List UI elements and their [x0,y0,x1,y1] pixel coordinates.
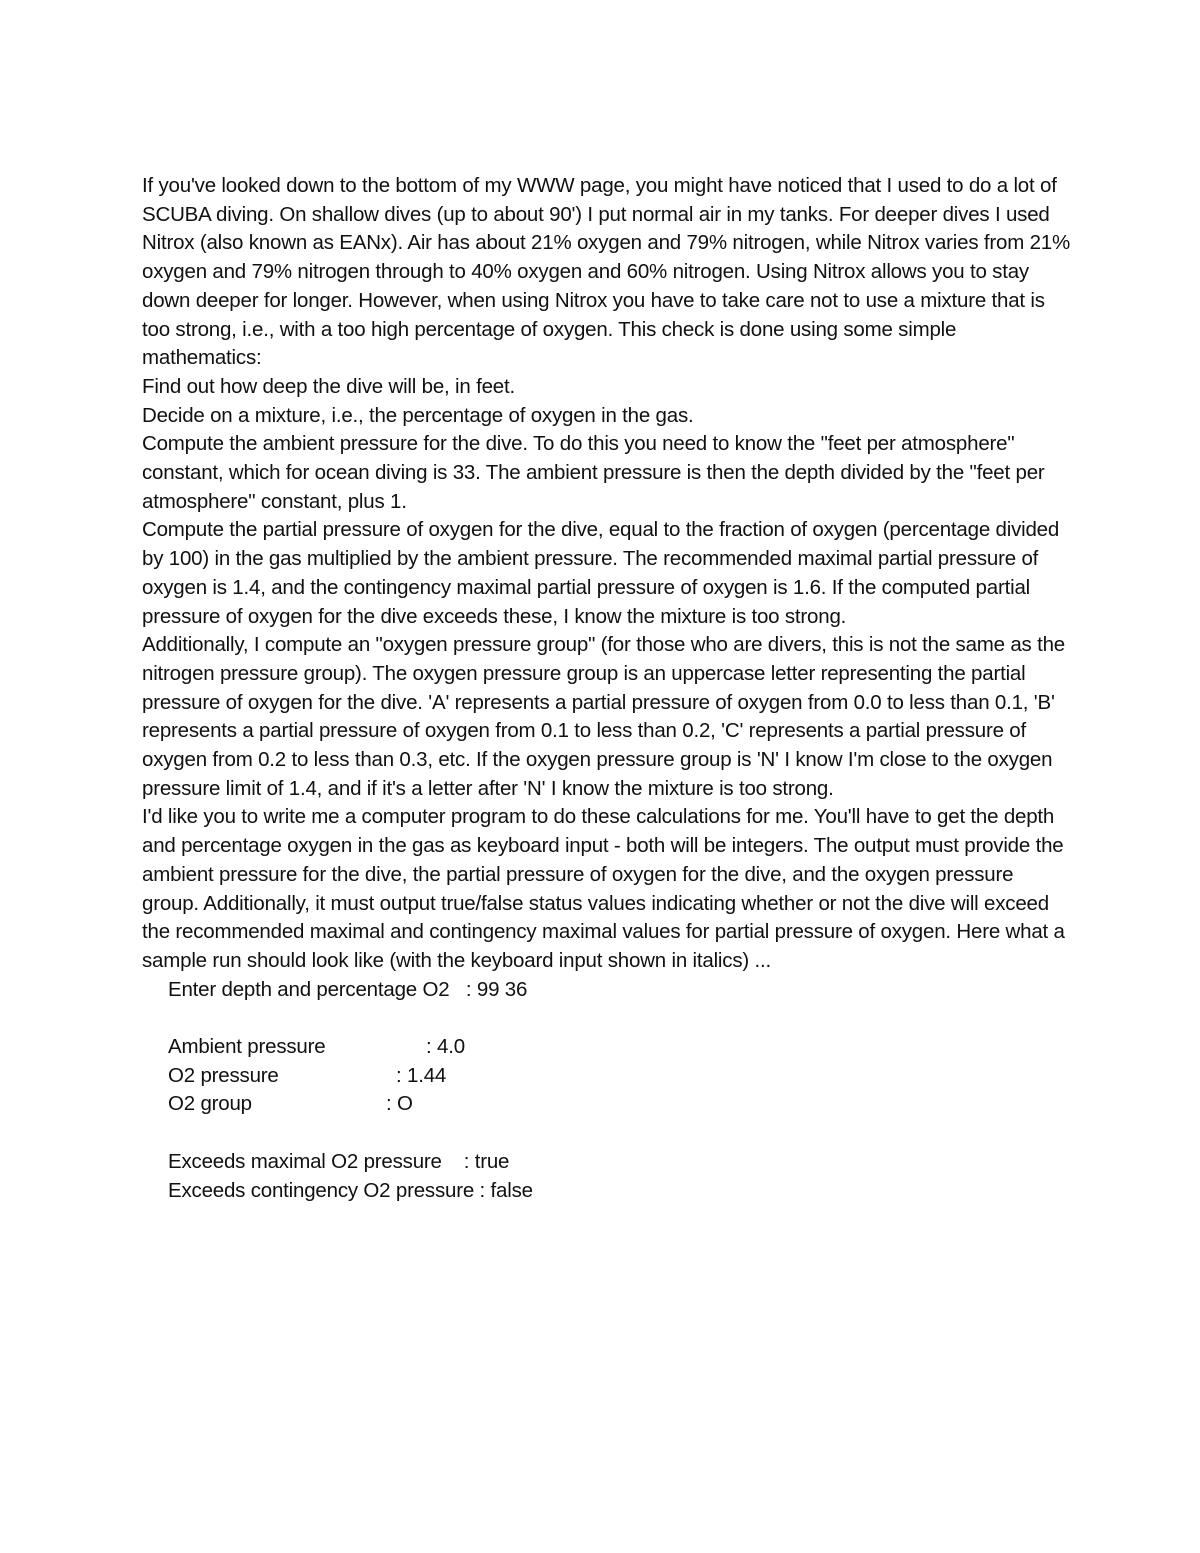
sample-ambient-row [168,1033,1072,1062]
step-ambient-pressure: Compute the ambient pressure for the dive. To do this you need to know the "feet per atmosphere" constant, which for ocean diving is 33. The ambient pressure is then the depth divided by the "feet per atmosphere" constant, plus 1. [142,432,1045,513]
oxygen-group-paragraph: Additionally, I compute an "oxygen pressure group" (for those who are divers, this is not the same as the nitrogen pressure group). The oxygen pressure group is an uppercase letter representing the partial pressure of oxygen for the dive. 'A' represents a partial pressure of oxygen from 0.0 to less than 0.1, 'B' represents a partial pressure of oxygen from 0.1 to less than 0.2, 'C' represents a partial pressure of oxygen from 0.2 to less than 0.3, etc. If the oxygen pressure group is 'N' I know I'm close to the oxygen pressure limit of 1.4, and if it's a letter after 'N' I know the mixture is too strong. [142,633,1066,800]
task-paragraph: I'd like you to write me a computer program to do these calculations for me. You'll have to get the depth and percentage oxygen in the gas as keyboard input - both will be integers. The output must provide the ambient pressure for the dive, the partial pressure of oxygen for the dive, and the oxygen pressure group. Additionally, it must output true/false status values indicating whether or not the dive will exceed the recommended maximal and contingency maximal values for partial pressure of oxygen. Here what a sample run should look like (with the keyboard input shown in italics) ... [142,805,1065,972]
step-partial-pressure: Compute the partial pressure of oxygen for the dive, equal to the fraction of oxygen (percentage divided by 100) in the gas multiplied by the ambient pressure. The recommended maximal partial pressure of oxygen is 1.4, and the contingency maximal partial pressure of oxygen is 1.6. If the computed partial pressure of oxygen for the dive exceeds these, I know the mixture is too strong. [142,518,1060,628]
step-find-depth: Find out how deep the dive will be, in feet. [142,374,515,398]
o2-pressure-value: : 1.44 [396,1063,447,1087]
sample-input-line: Enter depth and percentage O2 : 99 36 [168,977,528,1001]
sample-exceeds-maximal: Exceeds maximal O2 pressure : true [168,1149,510,1173]
sample-o2-pressure-row [168,1062,1072,1091]
o2-group-label: O2 group [168,1092,252,1116]
document-body [142,172,1072,1205]
sample-run [142,976,1072,1206]
ambient-value: : 4.0 [426,1035,465,1059]
ambient-label: Ambient pressure [168,1035,326,1059]
step-decide-mixture: Decide on a mixture, i.e., the percentage of oxygen in the gas. [142,403,694,427]
o2-pressure-label: O2 pressure [168,1063,279,1087]
sample-blank-line [168,1119,1072,1148]
intro-paragraph: If you've looked down to the bottom of my WWW page, you might have noticed that I used to do a lot of SCUBA diving. On shallow dives (up to about 90') I put normal air in my tanks. For deeper dives I used Nitrox (also known as EANx). Air has about 21% oxygen and 79% nitrogen, while Nitrox varies from 21% oxygen and 79% nitrogen through to 40% oxygen and 60% nitrogen. Using Nitrox allows you to stay down deeper for longer. However, when using Nitrox you have to take care not to use a mixture that is too strong, i.e., with a too high percentage of oxygen. This check is done using some simple mathematics: [142,174,1071,370]
sample-o2-group-row [168,1090,1072,1119]
sample-blank-line [168,1004,1072,1033]
o2-group-value: : O [386,1092,413,1116]
sample-exceeds-contingency: Exceeds contingency O2 pressure : false [168,1178,533,1202]
